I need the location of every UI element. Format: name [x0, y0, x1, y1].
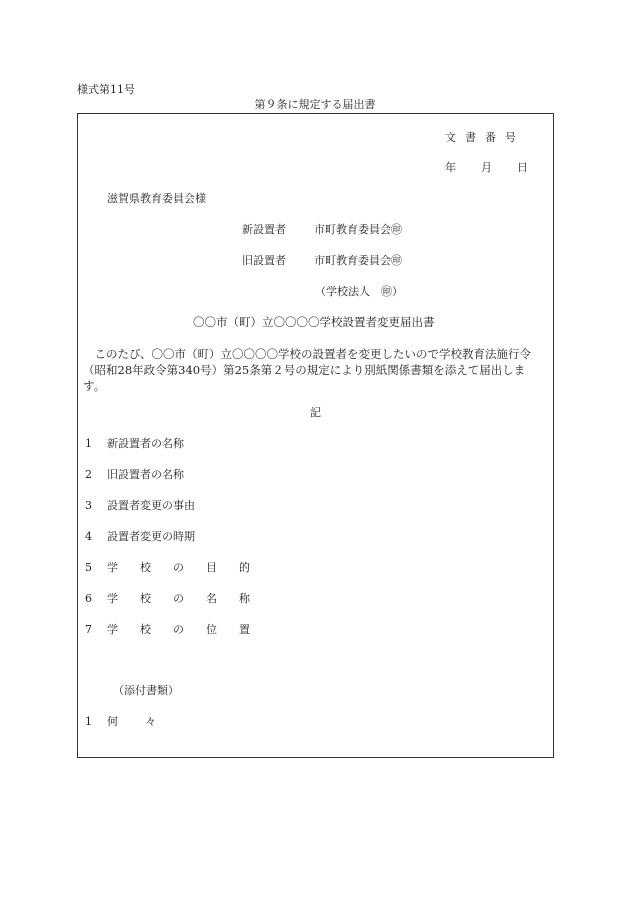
form-number: 様式第11号 — [77, 83, 135, 96]
body-line-3: す。 — [83, 379, 106, 393]
attachments-heading: （添付書類） — [113, 684, 179, 697]
new-founder-value: 市町教育委員会㊞ — [314, 223, 402, 236]
item-number: 2 — [85, 468, 92, 481]
item-label: 学校の目的 — [107, 561, 272, 574]
old-founder-value: 市町教育委員会㊞ — [314, 254, 402, 267]
item-number: 1 — [85, 437, 92, 450]
attachment-number: 1 — [85, 715, 92, 728]
notice-title: 〇〇市（町）立〇〇〇〇学校設置者変更届出書 — [193, 315, 435, 329]
addressee: 滋賀県教育委員会様 — [107, 192, 206, 205]
document-number-label: 文書番号 — [445, 131, 525, 144]
form-frame — [77, 113, 554, 758]
item-number: 5 — [85, 561, 92, 574]
ki-heading: 記 — [310, 406, 321, 419]
item-label: 旧設置者の名称 — [107, 468, 184, 481]
body-line-2: （昭和28年政令第340号）第25条第２号の規定により別紙関係書類を添えて届出しま — [83, 363, 526, 377]
body-paragraph — [83, 346, 551, 394]
item-label: 設置者変更の事由 — [107, 499, 195, 512]
item-number: 7 — [85, 623, 92, 636]
new-founder-label: 新設置者 — [242, 223, 286, 236]
document-title: 第９条に規定する届出書 — [254, 98, 376, 111]
date-year: 年 — [445, 161, 456, 174]
item-label: 設置者変更の時期 — [107, 530, 195, 543]
item-number: 6 — [85, 592, 92, 605]
item-label: 新設置者の名称 — [107, 437, 184, 450]
attachment-label: 何 — [107, 715, 118, 728]
old-founder-label: 旧設置者 — [242, 254, 286, 267]
body-line-1: このたび、〇〇市（町）立〇〇〇〇学校の設置者を変更したいので学校教育法施行令 — [83, 347, 532, 361]
date-month: 月 — [481, 161, 492, 174]
item-number: 3 — [85, 499, 92, 512]
date-day: 日 — [517, 161, 528, 174]
item-label: 学校の位置 — [107, 623, 272, 636]
school-corporation-seal: （学校法人 ㊞） — [315, 285, 403, 298]
attachment-repeat-mark: 々 — [145, 715, 156, 728]
item-number: 4 — [85, 530, 92, 543]
item-label: 学校の名称 — [107, 592, 272, 605]
